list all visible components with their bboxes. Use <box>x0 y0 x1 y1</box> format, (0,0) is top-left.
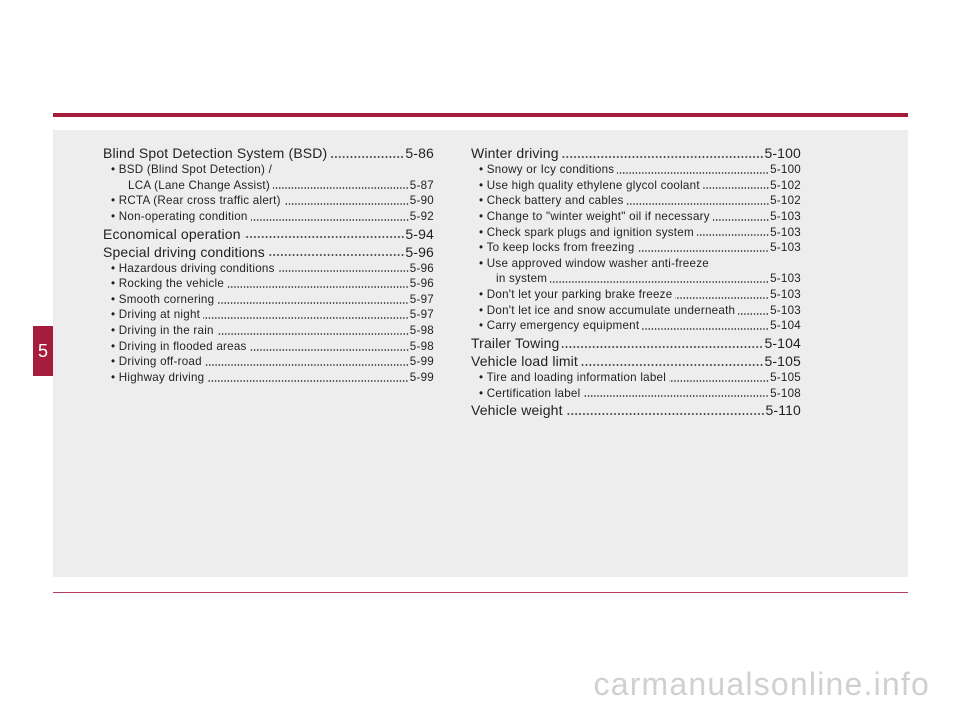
toc-item-row <box>103 370 434 386</box>
toc-page-number: 5-96 <box>405 243 434 260</box>
dot-leader <box>617 162 769 178</box>
toc-page-number: 5-102 <box>770 178 801 192</box>
toc-page-number: 5-100 <box>770 163 801 176</box>
dot-leader <box>562 144 764 162</box>
dot-leader <box>251 209 409 225</box>
top-accent-bar <box>53 113 908 117</box>
toc-column-right <box>471 144 801 419</box>
dot-leader <box>637 240 769 256</box>
dot-leader <box>675 287 769 303</box>
toc-page-number: 5-96 <box>409 277 434 291</box>
dot-leader <box>713 209 769 225</box>
toc-page-number: 5-98 <box>409 324 434 338</box>
toc-item-row <box>471 256 801 272</box>
toc-page-number: 5-103 <box>770 288 801 302</box>
watermark-text: carmanualsonline.info <box>593 666 930 702</box>
dot-leader <box>566 401 765 419</box>
toc-item-title: • Use approved window washer anti-freeze <box>479 256 709 270</box>
toc-heading-row <box>103 144 434 162</box>
dot-leader <box>205 354 409 370</box>
toc-item-title: • RCTA (Rear cross traffic alert) <box>111 194 281 208</box>
toc-item-row <box>103 193 434 209</box>
dot-leader <box>562 334 763 352</box>
toc-page-number: 5-103 <box>770 225 801 239</box>
toc-page-number: 5-105 <box>770 371 801 385</box>
toc-page-number: 5-105 <box>764 353 801 370</box>
toc-page-number: 5-96 <box>409 261 434 275</box>
toc-item-row <box>103 162 434 178</box>
toc-item-title: • Carry emergency equipment <box>479 319 640 333</box>
toc-item-title: • Use high quality ethylene glycol coolant <box>479 178 700 192</box>
toc-item-row <box>471 318 801 334</box>
toc-item-row <box>471 209 801 225</box>
toc-item-continuation-row <box>103 178 434 194</box>
toc-item-title: • Check spark plugs and ignition system <box>479 225 694 239</box>
toc-page-number: 5-87 <box>409 178 434 192</box>
toc-item-row <box>471 386 801 402</box>
toc-page-number: 5-86 <box>405 145 434 161</box>
dot-leader <box>227 276 409 292</box>
toc-heading-title: Vehicle load limit <box>471 353 578 370</box>
toc-item-row <box>103 323 434 339</box>
dot-leader <box>581 352 763 370</box>
dot-leader <box>203 307 409 323</box>
toc-page-number: 5-103 <box>770 272 801 286</box>
toc-heading-title: Special driving conditions <box>103 243 265 260</box>
dot-leader <box>244 225 405 243</box>
toc-heading-title: Vehicle weight <box>471 402 563 419</box>
toc-page-number: 5-90 <box>409 194 434 208</box>
toc-heading-row <box>103 243 434 261</box>
toc-page-number: 5-97 <box>409 292 434 306</box>
toc-item-title: • Certification label <box>479 386 581 400</box>
dot-leader <box>669 370 769 386</box>
toc-item-title: • Highway driving <box>111 371 205 385</box>
toc-page-number: 5-110 <box>765 402 801 419</box>
toc-page-number: 5-104 <box>764 335 801 352</box>
toc-item-row <box>103 307 434 323</box>
toc-page-number: 5-99 <box>409 371 434 385</box>
dot-leader <box>583 386 769 402</box>
bottom-rule <box>53 592 908 593</box>
toc-page-number: 5-100 <box>764 145 801 161</box>
toc-item-row <box>471 370 801 386</box>
dot-leader <box>217 323 409 339</box>
toc-heading-row <box>103 225 434 243</box>
toc-page-number: 5-108 <box>770 386 801 400</box>
dot-leader <box>250 339 409 355</box>
toc-item-title: • Don't let ice and snow accumulate underneath <box>479 303 736 317</box>
dot-leader <box>550 271 769 287</box>
toc-item-row <box>471 162 801 178</box>
toc-item-title: • Hazardous driving conditions <box>111 261 275 275</box>
toc-item-row <box>103 354 434 370</box>
toc-item-title: in system <box>496 272 548 286</box>
toc-item-row <box>471 178 801 194</box>
toc-item-row <box>103 292 434 308</box>
dot-leader <box>278 261 409 277</box>
toc-item-title: • BSD (Blind Spot Detection) / <box>111 163 273 176</box>
toc-heading-title: Blind Spot Detection System (BSD) <box>103 145 328 161</box>
toc-item-row <box>103 276 434 292</box>
toc-item-row <box>103 261 434 277</box>
toc-page-number: 5-94 <box>405 225 434 242</box>
toc-heading-title: Winter driving <box>471 145 559 161</box>
dot-leader <box>697 225 769 241</box>
toc-item-title: • Driving in flooded areas <box>111 339 247 353</box>
toc-item-row <box>471 225 801 241</box>
toc-page-number: 5-104 <box>770 319 801 333</box>
dot-leader <box>627 193 769 209</box>
dot-leader <box>330 144 404 162</box>
toc-item-title: • Tire and loading information label <box>479 371 667 385</box>
toc-page-number: 5-103 <box>770 209 801 223</box>
dot-leader <box>642 318 769 334</box>
toc-item-title: • Driving at night <box>111 308 201 322</box>
toc-item-title: • To keep locks from freezing <box>479 241 635 255</box>
dot-leader <box>284 193 409 209</box>
toc-item-title: • Check battery and cables <box>479 194 624 208</box>
toc-heading-row <box>471 352 801 370</box>
toc-heading-row <box>471 144 801 162</box>
toc-column-left <box>103 144 434 386</box>
toc-item-row <box>103 339 434 355</box>
dot-leader <box>738 303 769 319</box>
toc-page-number: 5-103 <box>770 303 801 317</box>
toc-item-continuation-row <box>471 271 801 287</box>
toc-item-row <box>471 287 801 303</box>
toc-item-title: • Driving in the rain <box>111 324 214 338</box>
toc-item-title: • Smooth cornering <box>111 292 215 306</box>
dot-leader <box>268 243 404 261</box>
toc-item-title: • Driving off-road <box>111 355 202 369</box>
toc-item-title: LCA (Lane Change Assist) <box>128 178 270 192</box>
toc-item-row <box>471 303 801 319</box>
dot-leader <box>703 178 769 194</box>
toc-item-row <box>103 209 434 225</box>
toc-item-title: • Rocking the vehicle <box>111 277 225 291</box>
toc-page-number: 5-92 <box>409 209 434 223</box>
toc-heading-row <box>471 401 801 419</box>
toc-item-title: • Non-operating condition <box>111 209 248 223</box>
chapter-tab <box>33 326 53 376</box>
toc-item-row <box>471 240 801 256</box>
chapter-number: 5 <box>37 341 48 361</box>
toc-item-title: • Don't let your parking brake freeze <box>479 288 673 302</box>
toc-item-title: • Change to "winter weight" oil if necessary <box>479 209 710 223</box>
toc-item-title: • Snowy or Icy conditions <box>479 163 615 176</box>
toc-heading-title: Trailer Towing <box>471 335 560 352</box>
toc-heading-row <box>471 334 801 352</box>
dot-leader <box>207 370 408 386</box>
toc-item-row <box>471 193 801 209</box>
toc-page-number: 5-98 <box>409 339 434 353</box>
dot-leader <box>217 292 408 308</box>
toc-page-number: 5-102 <box>770 194 801 208</box>
toc-page-number: 5-99 <box>409 355 434 369</box>
toc-heading-title: Economical operation <box>103 225 241 242</box>
toc-page-number: 5-103 <box>770 241 801 255</box>
toc-page-number: 5-97 <box>409 308 434 322</box>
dot-leader <box>273 178 409 194</box>
